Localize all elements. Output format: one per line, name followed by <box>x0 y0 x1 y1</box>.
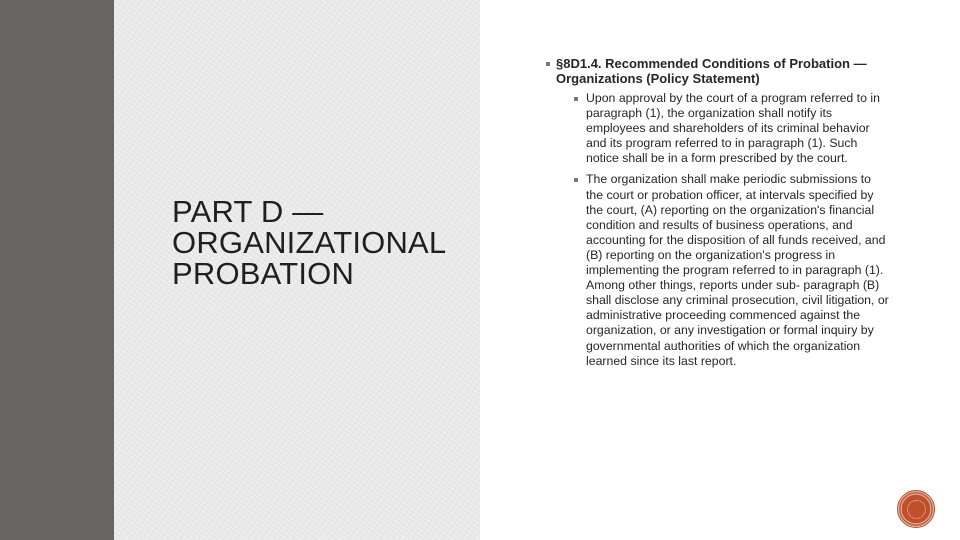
seal-emblem-icon <box>897 490 935 528</box>
square-bullet-icon <box>574 97 578 101</box>
list-item-main <box>546 56 891 369</box>
square-bullet-icon <box>574 178 578 182</box>
bullet-list <box>546 56 891 369</box>
seal-inner-ring <box>907 500 926 519</box>
left-accent-bar <box>0 0 114 540</box>
list-item-sub <box>560 91 891 166</box>
slide-title: PART D — ORGANIZATIONAL PROBATION <box>172 194 446 291</box>
main-bullet-text: §8D1.4. Recommended Conditions of Probation — Organizations (Policy Statement) <box>556 56 867 86</box>
sub-bullet-text: Upon approval by the court of a program referred to in paragraph (1), the organization shall notify its employees and shareholders of its criminal behavior and its program referred to in paragraph (1). Such notice shall be in a form prescribed by the court. <box>586 91 880 166</box>
content-area <box>546 56 891 375</box>
list-item-sub <box>560 172 891 368</box>
sub-bullet-list <box>560 91 891 369</box>
sub-bullet-text: The organization shall make periodic submissions to the court or probation officer, at intervals specified by the court, (A) reporting on the organization's financial condition and results of business operations, and accounting for the disposition of all funds received, and (B) reporting on the organization's progress in implementing the program referred to in paragraph (1). Among other things, reports under sub- paragraph (B) shall disclose any criminal prosecution, civil litigation, or administrative proceeding commenced against the organization, or any investigation or formal inquiry by governmental authorities of which the organization learned since its last report. <box>586 172 889 368</box>
square-bullet-icon <box>546 62 550 66</box>
